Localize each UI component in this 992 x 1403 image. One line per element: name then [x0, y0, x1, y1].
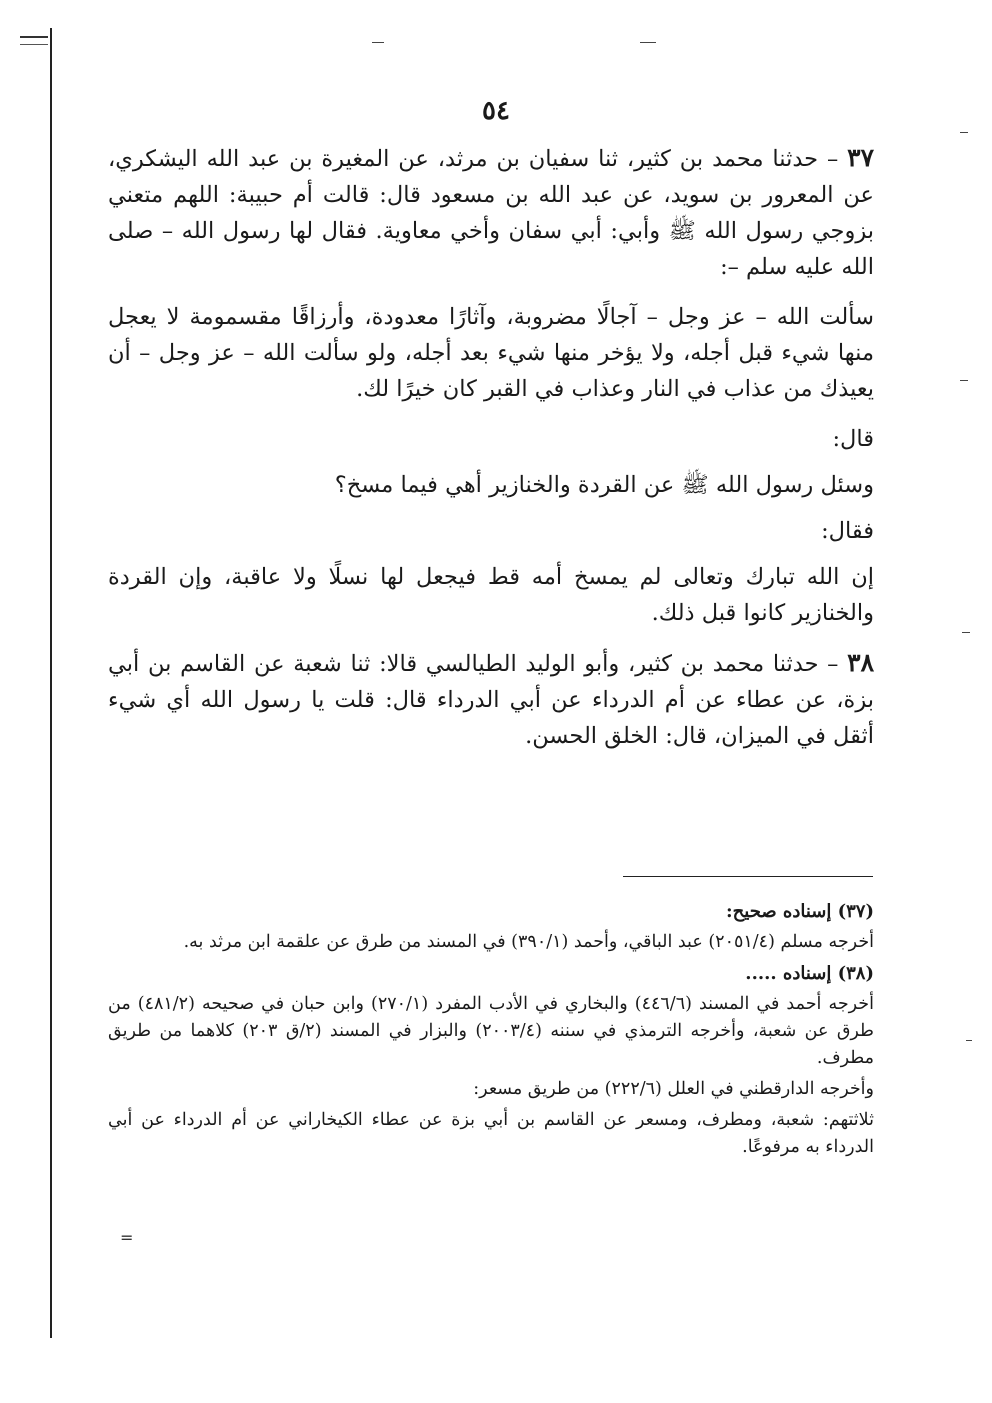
hadith-37 — [108, 140, 874, 285]
hadith-quote: سألت الله – عز وجل – آجالًا مضروبة، وآثارًا معدودة، وأرزاقًا مقسمومة لا يعجل منها شيء قبل أجله، ولا يؤخر منها شيء بعد أجله، ولو سألت الله – عز وجل – أن يعيذك من عذاب في النار وعذاب في القبر كان خيرًا لك. — [108, 304, 874, 402]
footnote-38-heading: (٣٨) إسناده ..... — [745, 963, 874, 984]
footnotes — [108, 898, 874, 1165]
footnote-37-text: أخرجه مسلم (٢٠٥١/٤) عبد الباقي، وأحمد (٣٩٠/١) في المسند من طرق عن علقمة ابن مرثد به. — [183, 932, 874, 952]
hadith-text: – حدثنا محمد بن كثير، وأبو الوليد الطيالسي قالا: ثنا شعبة عن القاسم بن أبي بزة، عن عطاء عن أم الدرداء عن أبي الدرداء قال: قلت يا رسول الله أي شيء أثقل في الميزان، قال: الخلق الحسن. — [108, 651, 874, 749]
scan-speck — [372, 42, 384, 43]
question-text: وسئل رسول الله ﷺ عن القردة والخنازير أهي فيما مسخ؟ — [334, 472, 874, 498]
continuation-mark: = — [120, 1228, 134, 1247]
qal-label: قال: — [832, 426, 874, 452]
footnote-separator — [623, 876, 873, 877]
scan-speck — [640, 42, 656, 43]
scan-speck — [960, 132, 968, 133]
footnote-38-text: أخرجه أحمد في المسند (٤٤٦/٦) والبخاري في الأدب المفرد (٢٧٠/١) وابن حبان في صحيحه (٤٨١/٢) من طرق عن شعبة، وأخرجه الترمذي في سننه (٢٠٠٣/٤) والبزار في المسند (٢/ق ٢٠٣) كلاهما من طريق مطرف. — [108, 994, 874, 1068]
scan-speck — [966, 1040, 972, 1041]
main-text — [108, 140, 874, 768]
hadith-number: ٣٧ — [847, 143, 874, 172]
scan-speck — [960, 380, 968, 381]
faqal-label: فقال: — [821, 518, 874, 544]
footnote-38-text: وأخرجه الدارقطني في العلل (٢٢٢/٦) من طريق مسعر: — [473, 1079, 874, 1099]
scan-speck — [962, 632, 970, 633]
page-number: ٥٤ — [482, 96, 510, 126]
footnote-38-text: ثلاثتهم: شعبة، ومطرف، ومسعر عن القاسم بن أبي بزة عن عطاء الكيخاراني عن أم الدرداء عن أبي الدرداء به مرفوعًا. — [108, 1110, 874, 1157]
answer-text: إن الله تبارك وتعالى لم يمسخ أمه قط فيجعل لها نسلًا ولا عاقبة، وإن القردة والخنازير كانوا قبل ذلك. — [108, 564, 874, 626]
hadith-number: ٣٨ — [847, 648, 874, 677]
scan-edge-mark — [20, 36, 48, 38]
footnote-37-heading: (٣٧) إسناده صحيح: — [726, 901, 874, 922]
hadith-38 — [108, 645, 874, 754]
scan-edge-mark — [20, 44, 48, 45]
scan-binding-edge — [50, 28, 52, 1338]
hadith-text: – حدثنا محمد بن كثير، ثنا سفيان بن مرثد، عن المغيرة بن عبد الله اليشكري، عن المعرور بن سويد، عن عبد الله بن مسعود قال: قالت أم حبيبة: اللهم متعني بزوجي رسول الله ﷺ وأبي: أبي سفان وأخي معاوية. فقال لها رسول الله – صلى الله عليه سلم –: — [108, 146, 874, 280]
